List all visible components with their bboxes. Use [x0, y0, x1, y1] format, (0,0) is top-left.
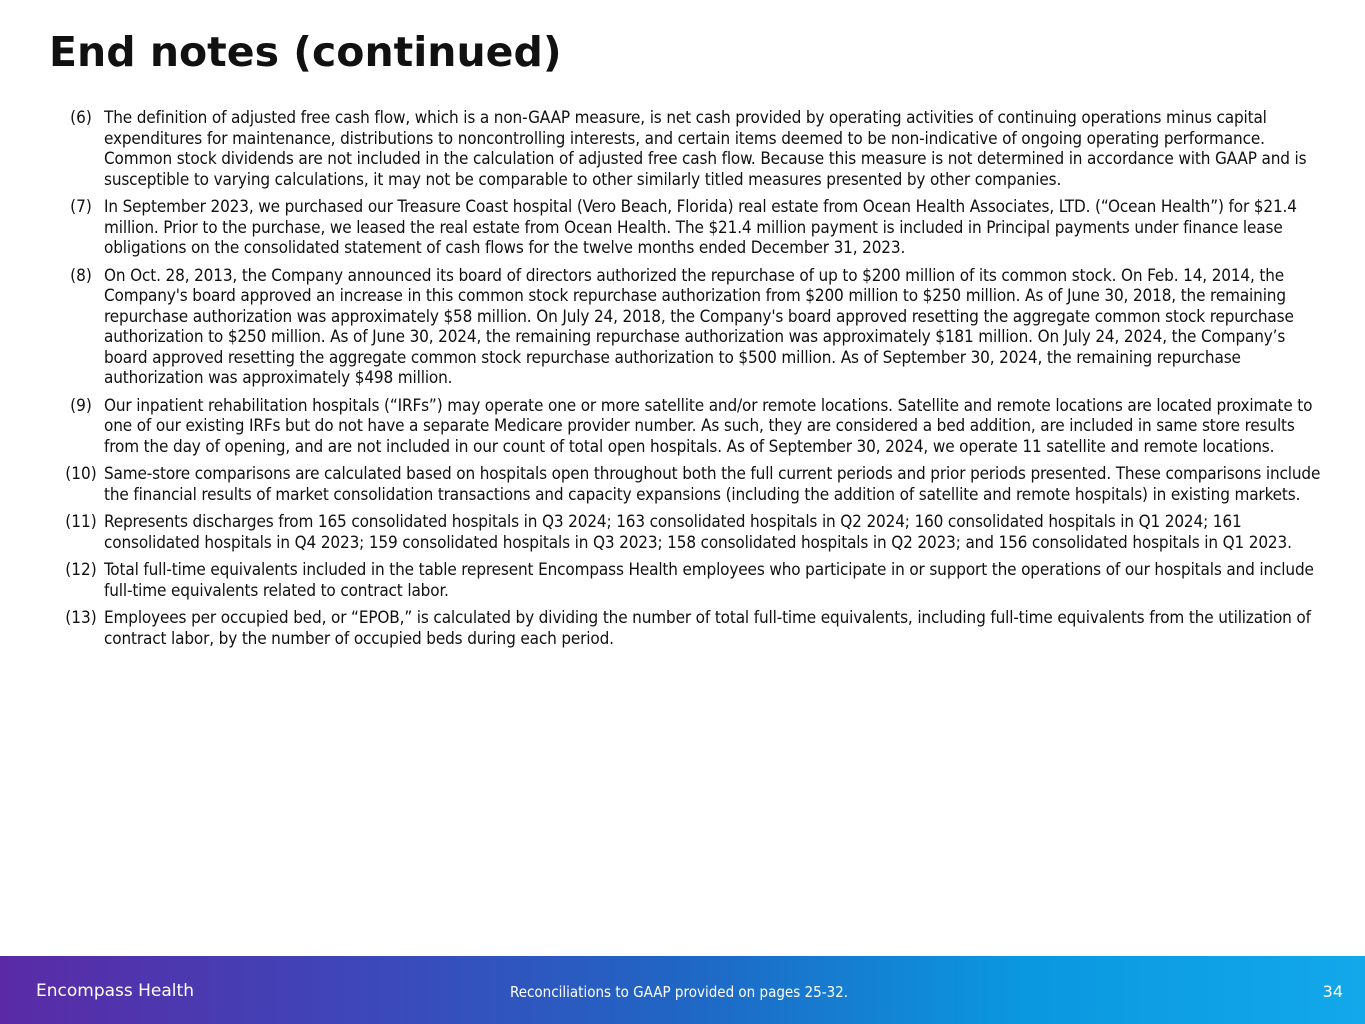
- end-note-7: [58, 197, 1330, 259]
- end-note-number: (12): [65, 560, 97, 580]
- end-note-8: [58, 266, 1330, 389]
- end-note-6: [58, 108, 1330, 190]
- end-note-text: On Oct. 28, 2013, the Company announced its board of directors authorized the repurchase of up to $200 million of its common stock. On Feb. 14, 2014, the Company's board approved an increase in this common stock repurchase authorization from $200 million to $250 million. As of June 30, 2018, the remaining repurchase authorization was approximately $58 million. On July 24, 2018, the Company's board approved resetting the aggregate common stock repurchase authorization to $250 million. As of June 30, 2024, the remaining repurchase authorization was approximately $181 million. On July 24, 2024, the Company’s board approved resetting the aggregate common stock repurchase authorization to $500 million. As of September 30, 2024, the remaining repurchase authorization was approximately $498 million.: [104, 265, 1294, 388]
- end-note-number: (7): [70, 197, 92, 217]
- end-note-text: In September 2023, we purchased our Treasure Coast hospital (Vero Beach, Florida) real estate from Ocean Health Associates, LTD. (“Ocean Health”) for $21.4 million. Prior to the purchase, we leased the real estate from Ocean Health. The $21.4 million payment is included in Principal payments under finance lease obligations on the consolidated statement of cash flows for the twelve months ended December 31, 2023.: [104, 197, 1297, 258]
- footer-gaap-note: Reconciliations to GAAP provided on pages 25-32.: [510, 983, 849, 1001]
- end-note-number: (8): [70, 265, 92, 286]
- end-note-number: (11): [65, 512, 97, 532]
- end-note-9: [58, 396, 1330, 458]
- end-note-text: Total full-time equivalents included in the table represent Encompass Health employees who participate in or support the operations of our hospitals and include full-time equivalents related to contract labor.: [104, 560, 1314, 601]
- page-title: End notes (continued): [49, 28, 562, 76]
- end-note-13: [58, 608, 1330, 649]
- end-notes-list: [58, 108, 1330, 656]
- end-note-10: [58, 464, 1330, 505]
- end-note-number: (13): [65, 608, 97, 628]
- end-note-text: The definition of adjusted free cash flow, which is a non-GAAP measure, is net cash provided by operating activities of continuing operations minus capital expenditures for maintenance, distributions to noncontrolling interests, and certain items deemed to be non-indicative of ongoing operating performance. Common stock dividends are not included in the calculation of adjusted free cash flow. Because this measure is not determined in accordance with GAAP and is susceptible to varying calculations, it may not be comparable to other similarly titled measures presented by other companies.: [104, 108, 1307, 190]
- footer-brand: Encompass Health: [36, 981, 194, 1001]
- end-note-number: (6): [70, 108, 92, 128]
- end-note-text: Same-store comparisons are calculated based on hospitals open throughout both the full current periods and prior periods presented. These comparisons include the financial results of market consolidation transactions and capacity expansions (including the addition of satellite and remote hospitals) in existing markets.: [104, 464, 1321, 505]
- page-number: 34: [1322, 982, 1343, 1001]
- end-note-number: (9): [70, 395, 92, 416]
- end-note-11: [58, 512, 1330, 553]
- end-note-number: (10): [65, 464, 97, 484]
- end-note-12: [58, 560, 1330, 601]
- end-note-text: Our inpatient rehabilitation hospitals (“IRFs”) may operate one or more satellite and/or remote locations. Satellite and remote locations are located proximate to one of our existing IRFs but do not have a separate Medicare provider number. As such, they are considered a bed addition, are included in same store results from the day of opening, and are not included in our count of total open hospitals. As of September 30, 2024, we operate 11 satellite and remote locations.: [104, 395, 1313, 457]
- end-note-text: Represents discharges from 165 consolidated hospitals in Q3 2024; 163 consolidated hospitals in Q2 2024; 160 consolidated hospitals in Q1 2024; 161 consolidated hospitals in Q4 2023; 159 consolidated hospitals in Q3 2023; 158 consolidated hospitals in Q2 2023; and 156 consolidated hospitals in Q1 2023.: [104, 512, 1292, 553]
- end-note-text: Employees per occupied bed, or “EPOB,” is calculated by dividing the number of total full-time equivalents, including full-time equivalents from the utilization of contract labor, by the number of occupied beds during each period.: [104, 608, 1311, 649]
